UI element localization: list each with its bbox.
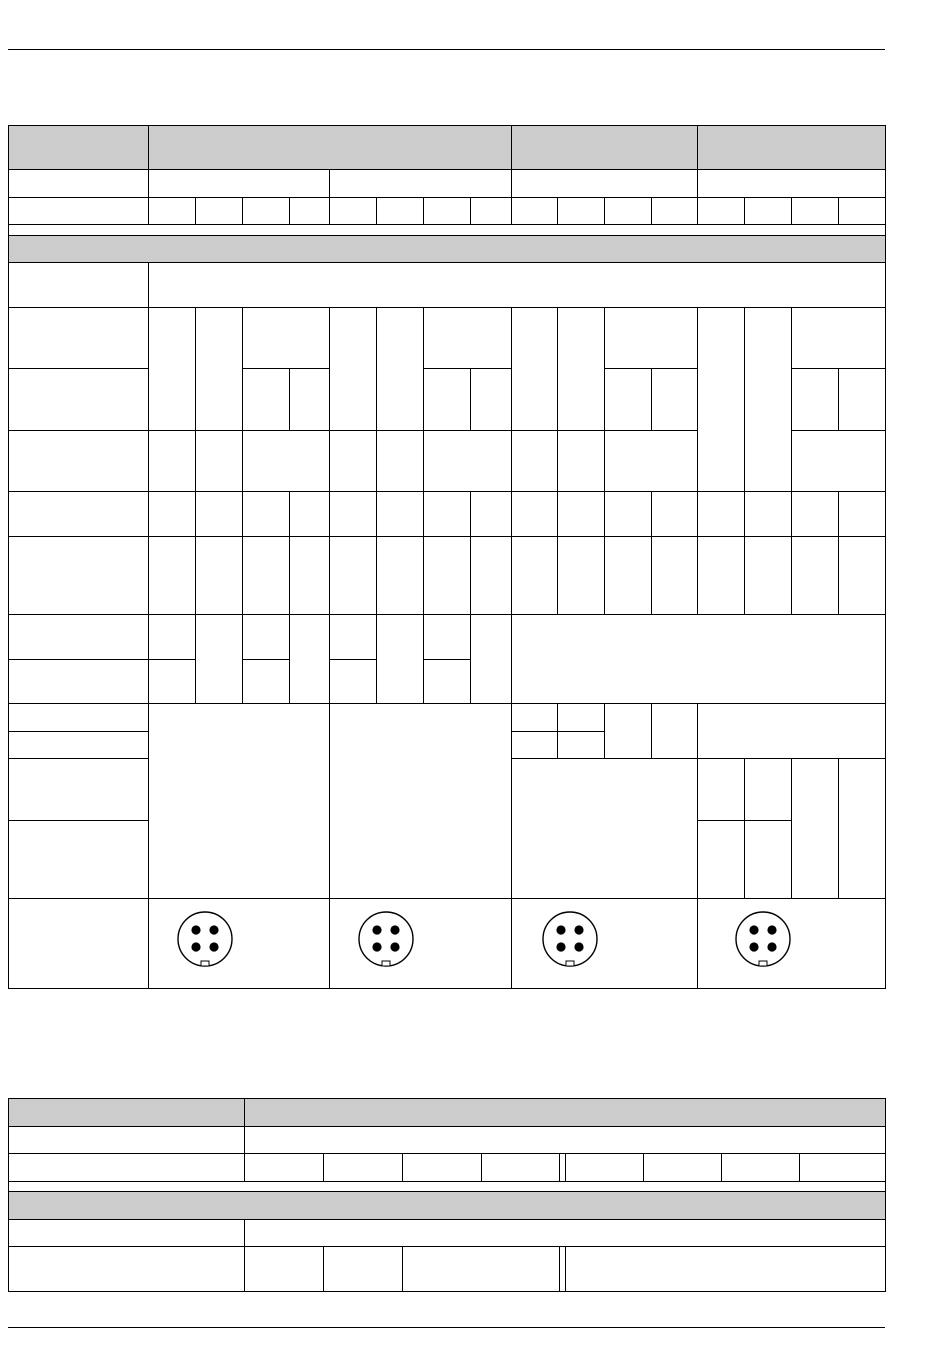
- table-cell: [242, 491, 289, 536]
- table-border-bottom: [8, 1291, 886, 1292]
- table-cell: [697, 758, 744, 820]
- table-cell: [791, 491, 838, 536]
- table-cell: [557, 430, 604, 491]
- top-rule: [8, 49, 885, 50]
- table-cell: [651, 703, 697, 758]
- table-cell: [423, 659, 470, 703]
- table-cell: [423, 536, 470, 614]
- table-cell: [242, 659, 289, 703]
- table-cell: [8, 1181, 885, 1191]
- table-cell: [651, 368, 697, 430]
- table-cell: [329, 491, 376, 536]
- table-cell: [8, 430, 148, 491]
- header-cell: [244, 1098, 885, 1126]
- table-cell: [744, 491, 791, 536]
- table-cell: [329, 703, 511, 898]
- table-cell: [242, 536, 289, 614]
- table-cell: [329, 430, 376, 491]
- table-cell: [289, 536, 329, 614]
- table-cell: [744, 536, 791, 614]
- table-cell: [423, 307, 511, 368]
- table-cell: [244, 1126, 885, 1153]
- table-cell: [8, 536, 148, 614]
- table-cell: [329, 197, 376, 224]
- table-cell: [697, 820, 744, 898]
- table-cell: [148, 169, 329, 197]
- table-cell: [697, 703, 885, 758]
- table-cell: [244, 1153, 323, 1181]
- table-cell: [242, 430, 329, 491]
- table-cell: [8, 368, 148, 430]
- table-cell: [799, 1153, 885, 1181]
- table-cell: [721, 1153, 799, 1181]
- table-cell: [470, 368, 511, 430]
- table-cell: [242, 368, 289, 430]
- spec-table-2: [8, 1098, 886, 1292]
- table-cell: [8, 820, 148, 898]
- table-cell: [8, 1153, 244, 1181]
- table-cell: [511, 758, 697, 898]
- table-cell: [423, 197, 470, 224]
- table-cell: [838, 758, 885, 898]
- table-cell: [697, 491, 744, 536]
- table-cell: [289, 491, 329, 536]
- table-cell: [791, 197, 838, 224]
- table-cell: [8, 731, 148, 758]
- table-cell: [697, 169, 885, 197]
- table-cell: [511, 703, 557, 731]
- table-cell: [557, 491, 604, 536]
- four-pin-connector-icon: [355, 908, 417, 970]
- table-cell: [557, 536, 604, 614]
- table-cell: [148, 614, 195, 659]
- table-cell: [744, 758, 791, 820]
- table-cell: [423, 430, 511, 491]
- table-cell: [557, 731, 604, 758]
- four-pin-connector-icon: [174, 908, 236, 970]
- table-cell: [8, 491, 148, 536]
- table-cell: [791, 536, 838, 614]
- table-cell: [323, 1246, 402, 1291]
- table-cell: [8, 224, 885, 235]
- table-cell: [195, 614, 242, 703]
- table-cell: [329, 536, 376, 614]
- table-cell: [8, 197, 148, 224]
- table-cell: [148, 430, 195, 491]
- table-cell: [511, 536, 557, 614]
- table-cell: [148, 262, 885, 307]
- table-cell: [651, 491, 697, 536]
- table-cell: [838, 368, 885, 430]
- table-border-right: [885, 125, 886, 989]
- table-cell: [423, 368, 470, 430]
- table-cell: [651, 536, 697, 614]
- table-cell: [744, 197, 791, 224]
- table-cell: [8, 898, 148, 988]
- table-cell: [511, 614, 885, 703]
- table-cell: [242, 307, 329, 368]
- table-cell: [8, 659, 148, 703]
- table-cell: [8, 1219, 244, 1246]
- table-cell: [148, 491, 195, 536]
- table-cell: [8, 1246, 244, 1291]
- table-cell: [195, 430, 242, 491]
- table-cell: [511, 731, 557, 758]
- table-cell: [604, 430, 697, 491]
- table-cell: [511, 430, 557, 491]
- table-cell: [329, 307, 376, 430]
- table-cell: [329, 169, 511, 197]
- header-cell: [697, 125, 885, 169]
- table-cell: [376, 197, 423, 224]
- table-cell: [604, 368, 651, 430]
- table-border-right: [885, 1098, 886, 1292]
- table-cell: [244, 1246, 323, 1291]
- table-cell: [565, 1246, 885, 1291]
- table-cell: [148, 197, 195, 224]
- table-cell: [511, 307, 557, 430]
- table-cell: [604, 491, 651, 536]
- table-cell: [557, 197, 604, 224]
- table-cell: [244, 1219, 885, 1246]
- header-cell: [8, 1098, 244, 1126]
- table-cell: [8, 307, 148, 368]
- table-cell: [329, 614, 376, 659]
- table-cell: [402, 1246, 559, 1291]
- table-cell: [481, 1153, 559, 1181]
- table-cell: [8, 758, 148, 820]
- table-cell: [791, 430, 885, 491]
- table-border-bottom: [8, 988, 886, 989]
- table-cell: [557, 703, 604, 731]
- table-cell: [744, 307, 791, 491]
- table-cell: [470, 491, 511, 536]
- table-cell: [376, 307, 423, 430]
- header-cell: [148, 125, 511, 169]
- table-cell: [643, 1153, 721, 1181]
- table-cell: [376, 614, 423, 703]
- table-cell: [604, 536, 651, 614]
- table-cell: [8, 262, 148, 307]
- table-cell: [423, 491, 470, 536]
- header-cell: [8, 1191, 885, 1219]
- table-cell: [242, 614, 289, 659]
- table-cell: [195, 491, 242, 536]
- table-cell: [697, 307, 744, 491]
- table-cell: [651, 197, 697, 224]
- table-cell: [744, 820, 791, 898]
- table-cell: [511, 197, 557, 224]
- four-pin-connector-icon: [539, 908, 601, 970]
- table-cell: [8, 614, 148, 659]
- table-cell: [8, 1126, 244, 1153]
- table-cell: [565, 1153, 643, 1181]
- table-cell: [402, 1153, 481, 1181]
- table-cell: [604, 703, 651, 758]
- table-cell: [511, 169, 697, 197]
- table-cell: [423, 614, 470, 659]
- table-cell: [148, 536, 195, 614]
- table-cell: [242, 197, 289, 224]
- table-cell: [195, 536, 242, 614]
- connector-spec-table: [8, 125, 886, 989]
- table-cell: [557, 307, 604, 430]
- table-cell: [697, 197, 744, 224]
- table-cell: [791, 307, 885, 368]
- table-cell: [8, 169, 148, 197]
- table-cell: [289, 614, 329, 703]
- header-cell: [8, 125, 148, 169]
- table-cell: [195, 307, 242, 430]
- table-cell: [511, 491, 557, 536]
- table-cell: [148, 659, 195, 703]
- table-cell: [195, 197, 242, 224]
- table-cell: [376, 430, 423, 491]
- table-cell: [148, 703, 329, 898]
- table-cell: [470, 197, 511, 224]
- table-cell: [604, 197, 651, 224]
- table-cell: [289, 197, 329, 224]
- table-cell: [697, 536, 744, 614]
- table-cell: [838, 491, 885, 536]
- header-cell: [511, 125, 697, 169]
- table-cell: [791, 758, 838, 898]
- table-cell: [838, 197, 885, 224]
- table-cell: [289, 368, 329, 430]
- table-cell: [470, 614, 511, 703]
- table-cell: [376, 491, 423, 536]
- table-cell: [470, 536, 511, 614]
- table-cell: [376, 536, 423, 614]
- table-cell: [604, 307, 697, 368]
- table-cell: [148, 307, 195, 430]
- bottom-rule: [8, 1327, 885, 1328]
- table-cell: [791, 368, 838, 430]
- table-cell: [838, 536, 885, 614]
- four-pin-connector-icon: [732, 908, 794, 970]
- table-cell: [329, 659, 376, 703]
- table-cell: [8, 703, 148, 731]
- table-cell: [323, 1153, 402, 1181]
- header-cell: [8, 235, 885, 262]
